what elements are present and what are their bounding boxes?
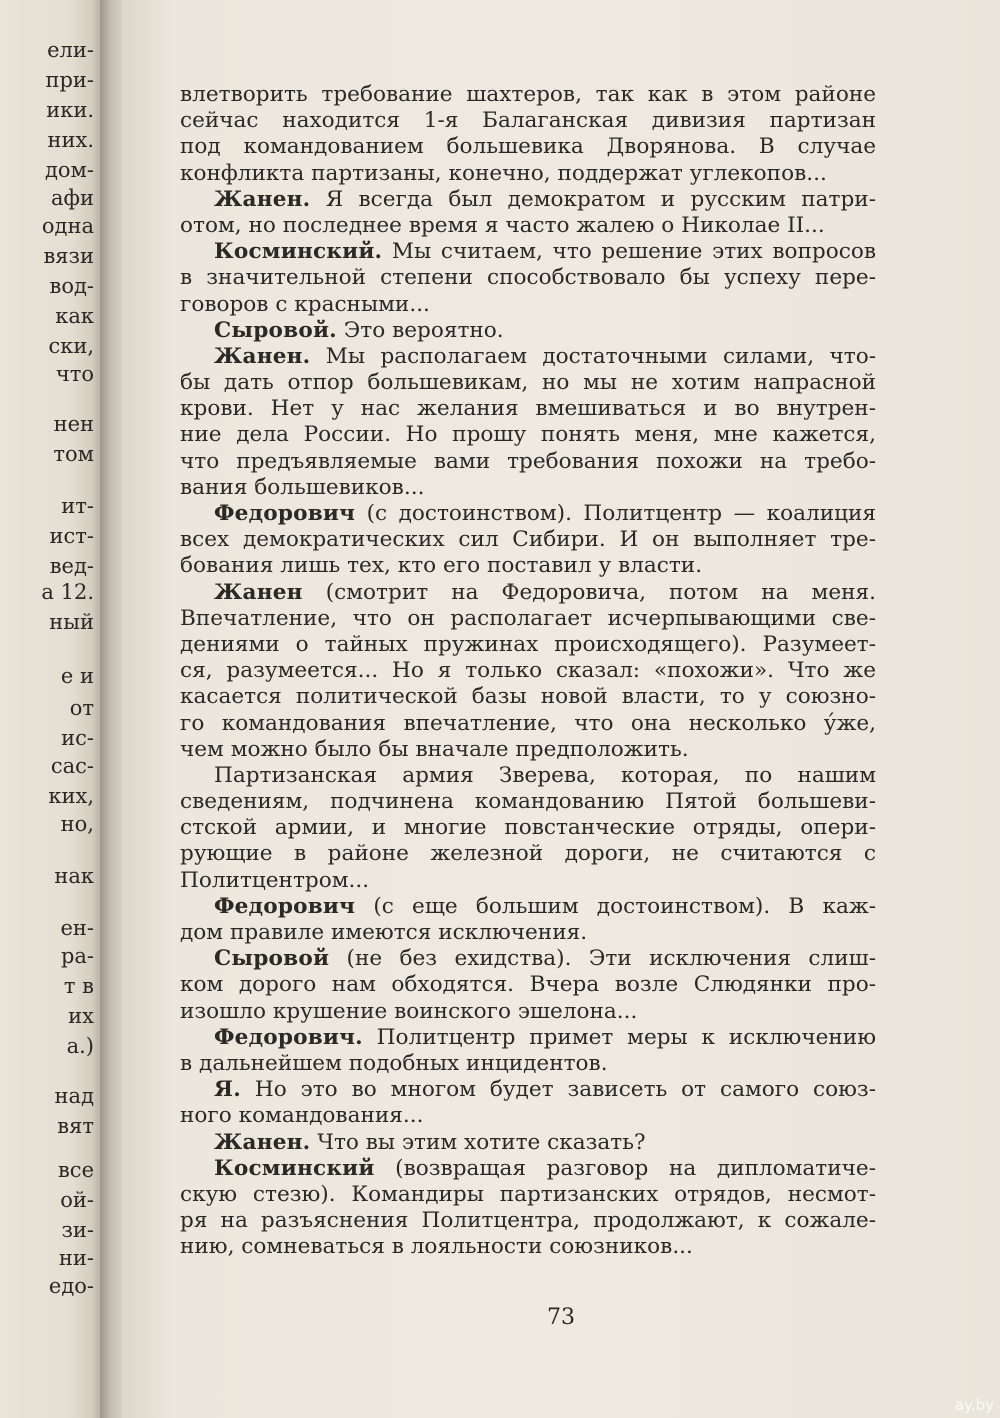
left-page-fragment: но, bbox=[60, 812, 94, 836]
speaker-name: Косминский bbox=[214, 1155, 375, 1181]
text-line bbox=[180, 946, 876, 972]
text-line bbox=[180, 318, 876, 344]
text-line bbox=[180, 894, 876, 920]
text-line bbox=[180, 187, 876, 213]
left-page-fragment: зи- bbox=[61, 1218, 94, 1242]
left-page-fragment: что bbox=[55, 362, 94, 386]
text-line bbox=[180, 1077, 876, 1103]
text-line bbox=[180, 711, 876, 737]
line-text: всех демократических сил Сибири. И он выполняет тре- bbox=[180, 527, 876, 553]
line-text: что предъявляемые вами требования похожи на требо- bbox=[180, 448, 876, 474]
text-line bbox=[180, 999, 876, 1025]
left-page-fragment: нен bbox=[53, 412, 94, 436]
text-line bbox=[180, 527, 876, 553]
line-text: (с еще большим достоинством). В каж- bbox=[355, 893, 876, 919]
text-line bbox=[180, 972, 876, 998]
line-text: касается политической базы новой власти, то у союзно- bbox=[180, 684, 876, 710]
left-page-fragment: е и bbox=[60, 664, 94, 688]
speaker-name: Федорович bbox=[214, 501, 356, 526]
text-line bbox=[180, 1025, 876, 1051]
line-text: Впечатление, что он располагает исчерпывающими све- bbox=[180, 605, 876, 631]
text-line bbox=[180, 265, 876, 291]
text-line bbox=[180, 868, 876, 894]
text-line bbox=[180, 108, 876, 134]
left-page-fragment: афи bbox=[51, 186, 94, 210]
text-line bbox=[180, 1156, 876, 1182]
text-line bbox=[180, 344, 876, 370]
left-page-fragment: дом- bbox=[44, 158, 94, 182]
left-page-fragment: ни- bbox=[58, 1246, 94, 1270]
text-line bbox=[180, 475, 876, 501]
left-page-fragment: все bbox=[57, 1158, 94, 1182]
left-page-fragment: от bbox=[69, 696, 94, 720]
text-line bbox=[180, 1208, 876, 1234]
line-text: (возвращая разговор на дипломатиче- bbox=[374, 1155, 876, 1181]
line-text: говоров с красными... bbox=[180, 291, 430, 317]
watermark: ay.by bbox=[954, 1396, 994, 1414]
line-text: ся, разумеется... Но я только сказал: «похожи». Что же bbox=[180, 658, 876, 684]
left-page-fragment: вод- bbox=[49, 274, 94, 298]
text-line bbox=[180, 501, 876, 527]
line-text: в значительной степени способствовало бы успеху пере- bbox=[180, 265, 876, 291]
text-line bbox=[180, 632, 876, 658]
text-line bbox=[180, 82, 876, 108]
line-text: Что вы этим хотите сказать? bbox=[310, 1129, 646, 1155]
left-page-fragment: ит- bbox=[61, 494, 94, 518]
text-line bbox=[180, 422, 876, 448]
line-text: Политцентр примет меры к исключению bbox=[362, 1024, 876, 1050]
left-page-fragment: ен- bbox=[60, 916, 94, 940]
text-line bbox=[180, 1234, 876, 1260]
line-text: Я всегда был демократом и русским патри- bbox=[310, 186, 876, 212]
left-page-fragment: едо- bbox=[48, 1274, 94, 1298]
text-line bbox=[180, 292, 876, 318]
text-line bbox=[180, 606, 876, 632]
left-page-fragment: над bbox=[54, 1084, 94, 1108]
text-line bbox=[180, 370, 876, 396]
left-page-fragment: как bbox=[55, 304, 94, 328]
line-text: го командования впечатление, что она несколько у́же, bbox=[180, 710, 876, 736]
left-page-fragment: ист- bbox=[49, 524, 94, 548]
line-text: крови. Нет у нас желания вмешиваться и во внутрен- bbox=[180, 396, 876, 422]
line-text: бы дать отпор большевикам, но мы не хотим напрасной bbox=[180, 370, 876, 396]
line-text: бования лишь тех, кто его поставил у власти. bbox=[180, 553, 703, 579]
line-text: скую стезю). Командиры партизанских отрядов, несмот- bbox=[180, 1181, 876, 1207]
left-page-fragment: том bbox=[53, 442, 94, 466]
line-text: Политцентром... bbox=[180, 867, 370, 893]
line-text: Партизанская армия Зверева, которая, по нашим bbox=[214, 762, 876, 788]
text-line bbox=[180, 815, 876, 841]
left-page-fragment: при- bbox=[45, 68, 94, 92]
left-page-fragment: ски, bbox=[48, 334, 94, 358]
left-page-fragment: ких, bbox=[48, 784, 94, 808]
text-line bbox=[180, 553, 876, 579]
line-text: вания большевиков... bbox=[180, 474, 425, 500]
line-text: сейчас находится 1-я Балаганская дивизия партизан bbox=[180, 108, 876, 134]
text-line bbox=[180, 213, 876, 239]
right-page bbox=[122, 0, 1000, 1418]
line-text: дом правиле имеются исключения. bbox=[180, 920, 588, 945]
left-page-fragment: одна bbox=[41, 214, 94, 238]
line-text: дениями о тайных пружинах происходящего). Разумеет- bbox=[180, 631, 876, 657]
line-text: стской армии, и многие повстанческие отряды, опери- bbox=[180, 815, 876, 841]
left-page-fragment: вед- bbox=[49, 554, 94, 578]
text-line bbox=[180, 737, 876, 763]
line-text: под командованием большевика Дворянова. В случае bbox=[180, 134, 876, 160]
left-page-fragment: а.) bbox=[66, 1034, 94, 1058]
text-line bbox=[180, 1182, 876, 1208]
left-page-fragment: нак bbox=[54, 864, 94, 888]
text-line bbox=[180, 580, 876, 606]
left-page-fragment: них. bbox=[47, 128, 94, 152]
line-text: влетворить требование шахтеров, так как в этом районе bbox=[180, 82, 876, 107]
line-text: (смотрит на Федоровича, потом на меня. bbox=[302, 579, 876, 605]
line-text: нию, сомневаться в лояльности союзников... bbox=[180, 1234, 693, 1260]
text-line bbox=[180, 920, 876, 946]
speaker-name: Федорович. bbox=[214, 1024, 363, 1050]
line-text: ком дорого нам обходятся. Вчера возле Слюдянки про- bbox=[180, 972, 876, 998]
left-page-fragment: вязи bbox=[43, 244, 94, 268]
left-page-fragment: ой- bbox=[60, 1188, 94, 1212]
text-line bbox=[180, 161, 876, 187]
line-text: (не без ехидства). Эти исключения слиш- bbox=[329, 946, 876, 972]
line-text: Но это во многом будет зависеть от самого союз- bbox=[240, 1077, 876, 1103]
text-line bbox=[180, 841, 876, 867]
page-text bbox=[180, 82, 876, 1260]
line-text: Мы считаем, что решение этих вопросов bbox=[382, 239, 876, 265]
left-page-fragment: ели- bbox=[47, 38, 94, 62]
speaker-name: Жанен. bbox=[214, 1129, 311, 1155]
line-text: конфликта партизаны, конечно, поддержат углекопов... bbox=[180, 160, 827, 186]
speaker-name: Жанен. bbox=[214, 186, 311, 212]
left-page-edge bbox=[0, 0, 100, 1418]
page-number: 73 bbox=[547, 1305, 575, 1330]
line-text: ря на разъяснения Политцентра, продолжают, к сожале- bbox=[180, 1208, 876, 1234]
speaker-name: Жанен bbox=[214, 579, 303, 605]
speaker-name: Косминский. bbox=[214, 239, 383, 265]
line-text: ного командования... bbox=[180, 1103, 424, 1129]
text-line bbox=[180, 658, 876, 684]
text-line bbox=[180, 449, 876, 475]
line-text: чем можно было бы вначале предположить. bbox=[180, 736, 689, 762]
left-page-fragment: ики. bbox=[46, 98, 94, 122]
left-page-fragment: их bbox=[68, 1004, 94, 1028]
text-line bbox=[180, 396, 876, 422]
line-text: в дальнейшем подобных инцидентов. bbox=[180, 1050, 608, 1076]
text-line bbox=[180, 684, 876, 710]
line-text: изошло крушение воинского эшелона... bbox=[180, 998, 638, 1024]
line-text: Мы располагаем достаточными силами, что- bbox=[310, 343, 876, 369]
text-line bbox=[180, 1103, 876, 1129]
speaker-name: Я. bbox=[214, 1077, 241, 1103]
speaker-name: Федорович bbox=[214, 893, 356, 919]
text-line bbox=[180, 134, 876, 160]
text-line bbox=[180, 763, 876, 789]
text-line bbox=[180, 1051, 876, 1077]
line-text: отом, но последнее время я часто жалею о Николае II... bbox=[180, 212, 825, 238]
line-text: рующие в районе железной дороги, не считаются с bbox=[180, 841, 876, 867]
line-text: (с достоинством). Политцентр — коалиция bbox=[355, 501, 876, 526]
line-text: сведениям, подчинена командованию Пятой большеви- bbox=[180, 789, 876, 815]
left-page-fragment: сас- bbox=[50, 754, 94, 778]
left-page-fragment: ис- bbox=[61, 726, 94, 750]
speaker-name: Жанен. bbox=[214, 343, 311, 369]
line-text: Это вероятно. bbox=[336, 317, 504, 343]
left-page-fragment: ра- bbox=[60, 944, 94, 968]
left-page-fragment: ный bbox=[49, 610, 94, 634]
text-line bbox=[180, 239, 876, 265]
speaker-name: Сыровой. bbox=[214, 317, 337, 343]
left-page-fragment: а 12. bbox=[41, 580, 94, 604]
left-page-fragment: т в bbox=[63, 974, 94, 998]
speaker-name: Сыровой bbox=[214, 946, 330, 972]
text-line bbox=[180, 1130, 876, 1156]
text-line bbox=[180, 789, 876, 815]
left-page-fragment: вят bbox=[57, 1114, 94, 1138]
line-text: ние дела России. Но прошу понять меня, мне кажется, bbox=[180, 422, 876, 448]
